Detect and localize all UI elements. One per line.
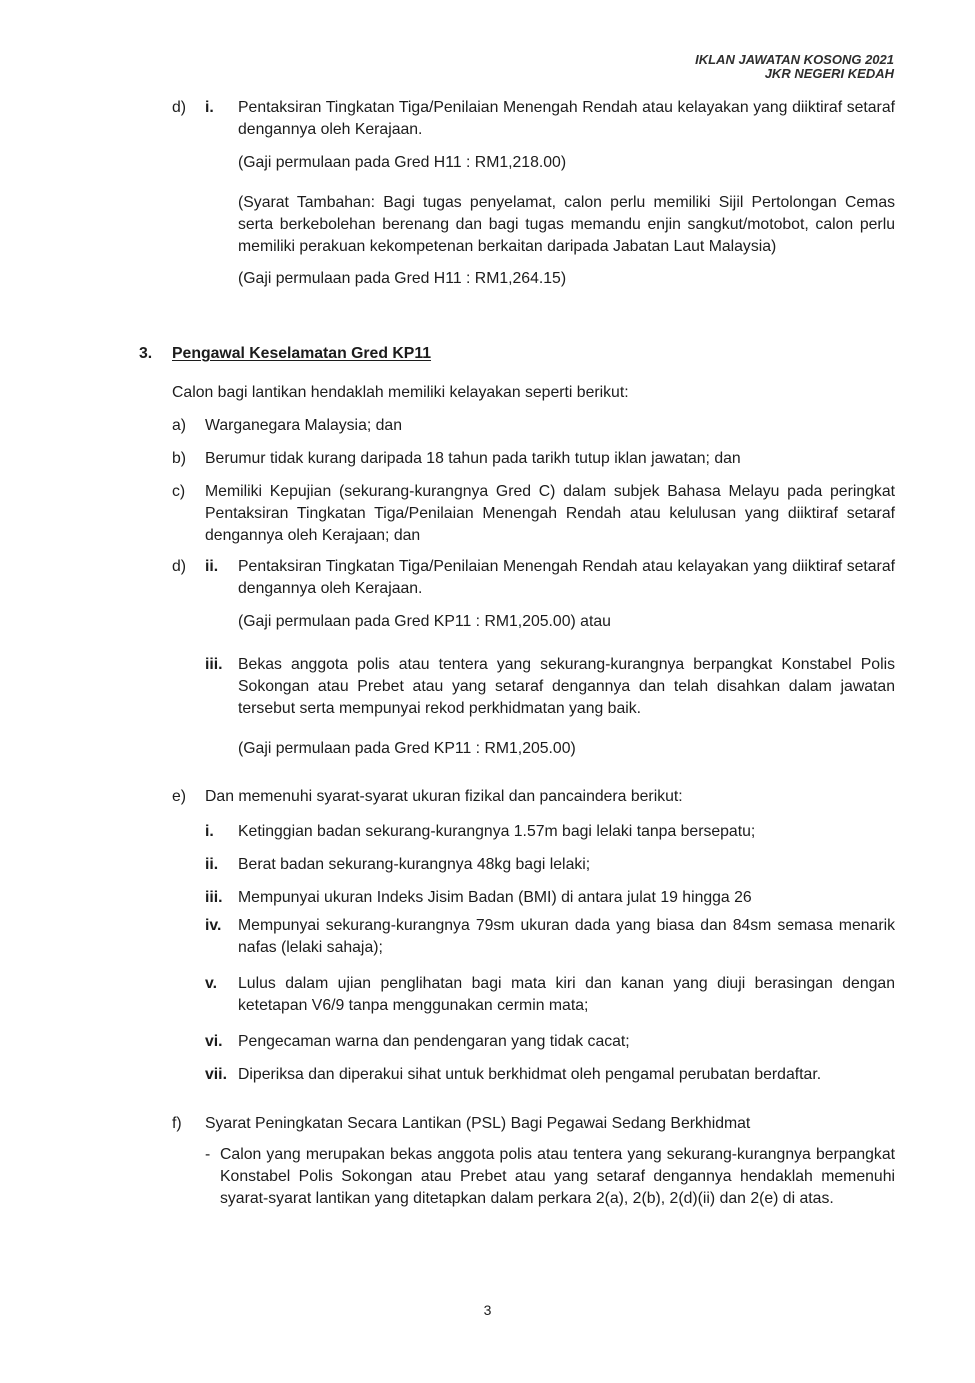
- item-e-label: e): [172, 788, 187, 805]
- salary-note-text: (Gaji permulaan pada Gred H11 : RM1,264.15): [238, 270, 567, 287]
- salary-note-kp11-first: [172, 611, 895, 633]
- item-a-label: a): [172, 417, 187, 434]
- clause-d-i: [172, 97, 895, 141]
- item-d-ii-number: ii.: [205, 558, 219, 575]
- item-e-sub-vi: [172, 1031, 895, 1053]
- item-c: [172, 481, 895, 547]
- clause-d-i-text: Pentaksiran Tingkatan Tiga/Penilaian Menengah Rendah atau kelayakan yang diiktiraf setaraf dengannya oleh Kerajaan.: [238, 99, 895, 138]
- item-e-sub-iii: [172, 887, 895, 909]
- item-e-sub-vii-number: vii.: [205, 1066, 227, 1083]
- item-d-ii-text: Pentaksiran Tingkatan Tiga/Penilaian Menengah Rendah atau kelayakan yang diiktiraf setaraf dengannya oleh Kerajaan.: [238, 558, 895, 597]
- item-f: [172, 1113, 895, 1135]
- item-c-label: c): [172, 483, 186, 500]
- item-b: [172, 448, 895, 470]
- salary-note-text: (Gaji permulaan pada Gred KP11 : RM1,205.00): [238, 740, 576, 757]
- document-body: [139, 97, 895, 1210]
- item-d-label: d): [172, 558, 187, 575]
- page-number: 3: [483, 1302, 492, 1318]
- item-e-sub-iv: [172, 915, 895, 959]
- item-e-sub-vii-text: Diperiksa dan diperakui sihat untuk berkhidmat oleh pengamal perubatan berdaftar.: [238, 1066, 822, 1083]
- item-e-sub-ii-number: ii.: [205, 856, 219, 873]
- additional-condition-text: (Syarat Tambahan: Bagi tugas penyelamat, calon perlu memiliki Sijil Pertolongan Cemas serta berkebolehan berenang dan bagi tugas memandu enjin sangkut/motobot, calon perlu memiliki perakuan kekompetenan berkaitan daripada Jabatan Laut Malaysia): [238, 194, 895, 255]
- clause-d-i-label: d): [172, 99, 187, 116]
- item-e-sub-iii-number: iii.: [205, 889, 223, 906]
- section-3-title: Pengawal Keselamatan Gred KP11: [172, 345, 432, 362]
- item-e-sub-vii: [172, 1064, 895, 1086]
- item-b-label: b): [172, 450, 187, 467]
- salary-note-text: (Gaji permulaan pada Gred H11 : RM1,218.00): [238, 154, 567, 171]
- item-e-sub-ii: [172, 854, 895, 876]
- item-a: [172, 415, 895, 437]
- item-e-sub-i-text: Ketinggian badan sekurang-kurangnya 1.57m bagi lelaki tanpa bersepatu;: [238, 823, 756, 840]
- item-a-text: Warganegara Malaysia; dan: [205, 417, 402, 434]
- item-f-sub-text: Calon yang merupakan bekas anggota polis atau tentera yang sekurang-kurangnya berpangkat Konstabel Polis Sokongan atau Prebet atau yang setaraf dengannya hendaklah memenuhi syarat-syarat lantikan yang ditetapkan dalam perkara 2(a), 2(b), 2(d)(ii) dan 2(e) di atas.: [220, 1146, 895, 1207]
- item-d-iii-text: Bekas anggota polis atau tentera yang sekurang-kurangnya berpangkat Konstabel Polis Sokongan atau Prebet atau yang setaraf dengannya dan telah disahkan dalam jawatan tersebut serta mempunyai rekod perkhidmatan yang baik.: [238, 656, 895, 717]
- item-f-sub: [172, 1144, 895, 1210]
- item-b-text: Berumur tidak kurang daripada 18 tahun pada tarikh tutup iklan jawatan; dan: [205, 450, 741, 467]
- clause-d-i-number: i.: [205, 99, 214, 116]
- item-d-iii: [172, 654, 895, 720]
- salary-note-text: (Gaji permulaan pada Gred KP11 : RM1,205.00) atau: [238, 613, 611, 630]
- item-d-ii: [172, 556, 895, 600]
- item-e-sub-vi-number: vi.: [205, 1033, 223, 1050]
- additional-condition-note: [172, 192, 895, 258]
- section-3-number: 3.: [139, 345, 153, 362]
- item-e-sub-i-number: i.: [205, 823, 214, 840]
- item-e-text: Dan memenuhi syarat-syarat ukuran fizikal dan pancaindera berikut:: [205, 788, 683, 805]
- salary-note-kp11-second: [172, 738, 895, 760]
- dash-bullet: -: [205, 1146, 211, 1163]
- item-e-sub-vi-text: Pengecaman warna dan pendengaran yang tidak cacat;: [238, 1033, 630, 1050]
- document-header: [695, 53, 894, 81]
- item-d-iii-number: iii.: [205, 656, 223, 673]
- salary-note-h11-first: [172, 152, 895, 174]
- item-e-sub-v-number: v.: [205, 975, 218, 992]
- header-subtitle: JKR NEGERI KEDAH: [764, 66, 894, 81]
- item-e-sub-v-text: Lulus dalam ujian penglihatan bagi mata kiri dan kanan yang diuji berasingan dengan ketetapan V6/9 tanpa menggunakan cermin mata;: [238, 975, 895, 1014]
- item-c-text: Memiliki Kepujian (sekurang-kurangnya Gred C) dalam subjek Bahasa Melayu pada peringkat Pentaksiran Tingkatan Tiga/Penilaian Menengah Rendah atau kelulusan yang diiktiraf setaraf dengannya oleh Kerajaan; dan: [205, 483, 895, 544]
- header-title: IKLAN JAWATAN KOSONG 2021: [695, 52, 894, 67]
- item-f-label: f): [172, 1115, 182, 1132]
- item-e-sub-iv-text: Mempunyai sekurang-kurangnya 79sm ukuran dada yang biasa dan 84sm semasa menarik nafas (lelaki sahaja);: [238, 917, 895, 956]
- salary-note-h11-second: [172, 268, 895, 290]
- item-e-sub-ii-text: Berat badan sekurang-kurangnya 48kg bagi lelaki;: [238, 856, 591, 873]
- item-e-sub-i: [172, 821, 895, 843]
- section-3-intro-text: Calon bagi lantikan hendaklah memiliki kelayakan seperti berikut:: [172, 384, 629, 401]
- item-e-sub-v: [172, 973, 895, 1017]
- item-f-text: Syarat Peningkatan Secara Lantikan (PSL) Bagi Pegawai Sedang Berkhidmat: [205, 1115, 751, 1132]
- item-e-sub-iv-number: iv.: [205, 917, 222, 934]
- item-e: [172, 786, 895, 808]
- section-3-heading: [139, 343, 895, 365]
- section-3-intro: [172, 382, 895, 404]
- item-e-sub-iii-text: Mempunyai ukuran Indeks Jisim Badan (BMI) di antara julat 19 hingga 26: [238, 889, 752, 906]
